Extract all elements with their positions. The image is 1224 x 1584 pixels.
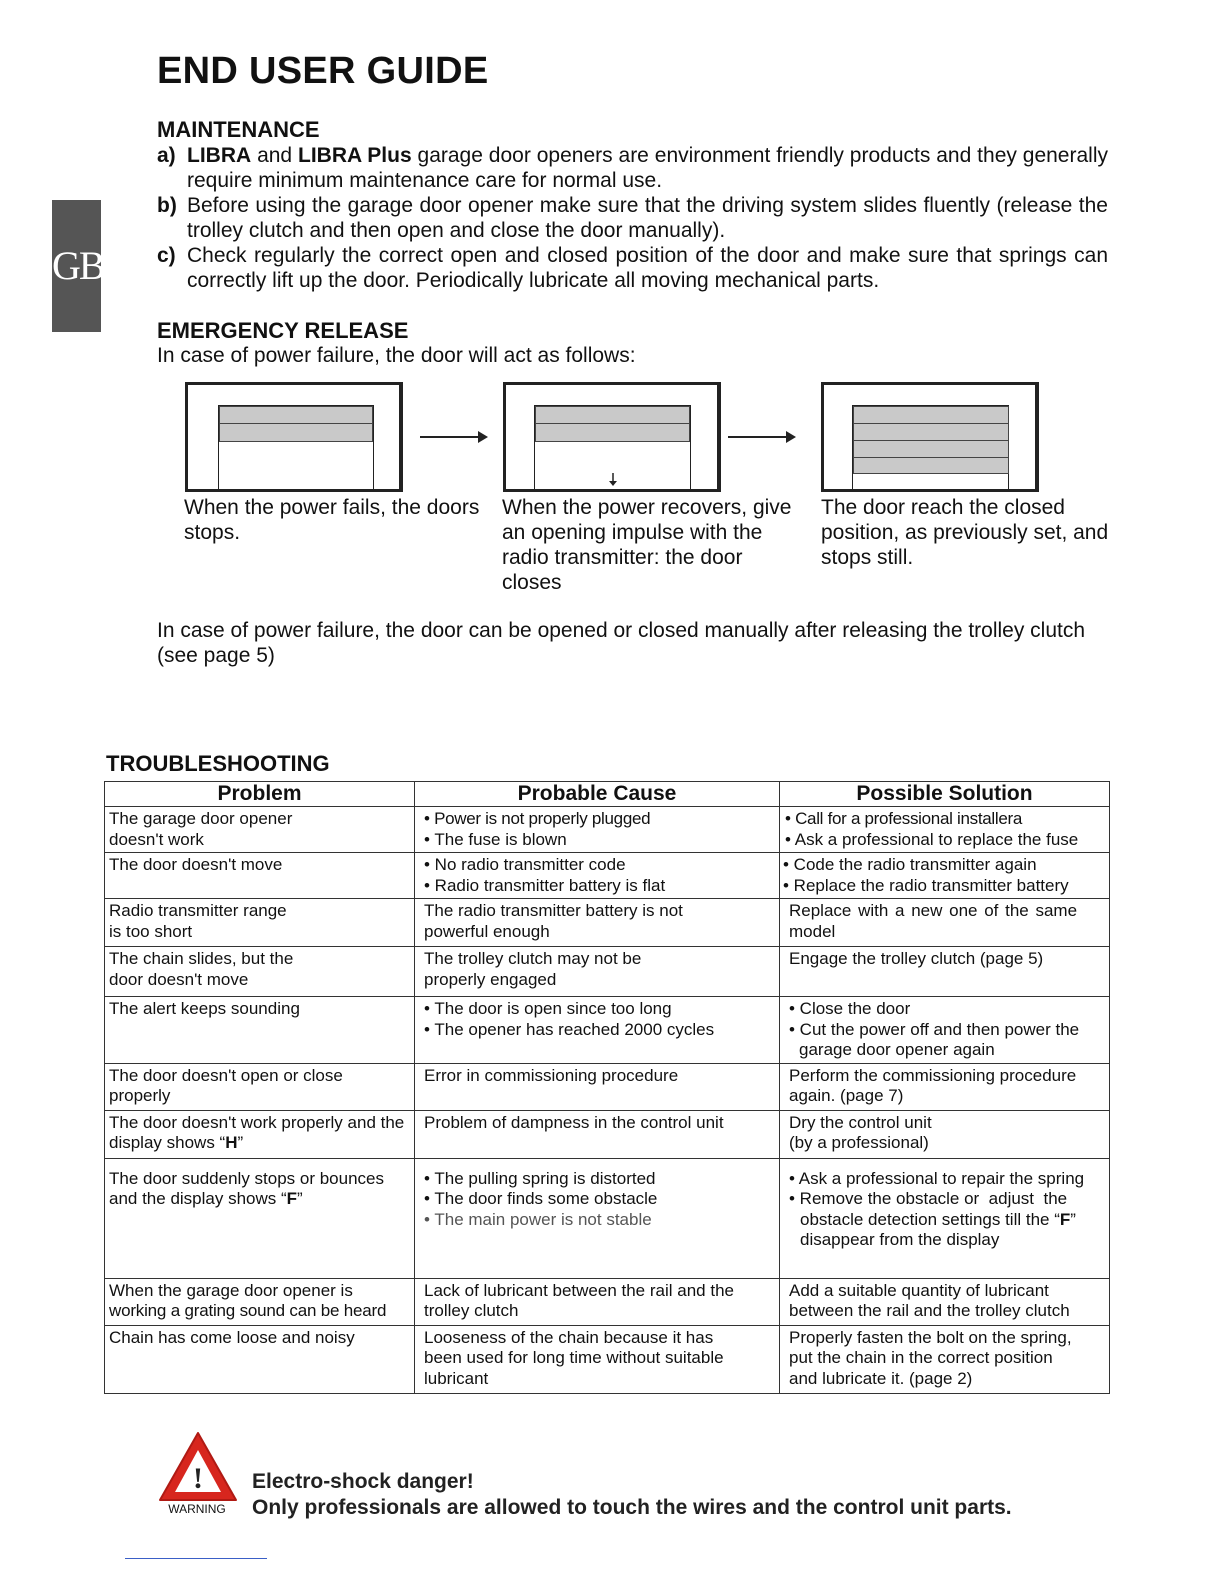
maintenance-item-c bbox=[157, 243, 1108, 293]
table-row bbox=[105, 997, 1110, 1064]
arrow-line bbox=[420, 436, 478, 438]
cell-line: Perform the commissioning procedure bbox=[789, 1065, 1077, 1085]
warning-line-1: Electro-shock danger! bbox=[252, 1470, 474, 1493]
cell-line: • Replace the radio transmitter battery bbox=[783, 875, 1069, 895]
cell-line: Chain has come loose and noisy bbox=[109, 1327, 355, 1347]
arrow-right-icon bbox=[478, 431, 488, 443]
cell-line: garage door opener again bbox=[799, 1040, 995, 1059]
cell-line: The trolley clutch may not be bbox=[424, 949, 642, 968]
maintenance-item-a bbox=[157, 143, 1108, 193]
emergency-heading: EMERGENCY RELEASE bbox=[157, 318, 409, 343]
cell-line: Add a suitable quantity of lubricant bbox=[789, 1280, 1049, 1300]
cell-line: • Radio transmitter battery is flat bbox=[424, 875, 666, 895]
cell-line: The garage door opener bbox=[109, 809, 293, 828]
cell-line: Engage the trolley clutch (page 5) bbox=[789, 949, 1044, 968]
problem-cell bbox=[105, 899, 415, 947]
arrow-down-icon bbox=[606, 473, 620, 487]
cell-line: between the rail and the trolley clutch bbox=[789, 1301, 1070, 1320]
cause-cell bbox=[415, 997, 780, 1064]
cell-line: model bbox=[789, 921, 836, 941]
cell-line: working a grating sound can be heard bbox=[109, 1301, 387, 1320]
door-panel bbox=[853, 457, 1009, 474]
cell-line: • The main power is not stable bbox=[424, 1209, 652, 1229]
display-code: F bbox=[1059, 1209, 1071, 1229]
table-row bbox=[105, 947, 1110, 997]
cell-line bbox=[789, 1189, 1103, 1251]
table-row bbox=[105, 853, 1110, 899]
table-header-row bbox=[105, 782, 1110, 807]
problem-cell bbox=[105, 807, 415, 853]
cell-line: Replace with a new one of the same bbox=[789, 901, 1078, 920]
product-name: LIBRA bbox=[187, 144, 252, 167]
problem-cell bbox=[105, 853, 415, 899]
cause-cell bbox=[415, 1158, 780, 1278]
cell-line: The chain slides, but the bbox=[109, 949, 294, 968]
cause-cell bbox=[415, 1325, 780, 1393]
warning-line-2: Only professionals are allowed to touch the wires and the control unit parts. bbox=[252, 1496, 1012, 1519]
door-figure-stopped bbox=[185, 382, 403, 492]
problem-cell bbox=[105, 997, 415, 1064]
item-letter: a) bbox=[157, 144, 176, 167]
item-text: garage door openers are environment friendly products and they generally require minimum maintenance care for normal use. bbox=[187, 144, 1108, 192]
cell-line: Properly fasten the bolt on the spring, bbox=[789, 1327, 1072, 1347]
solution-cell bbox=[780, 947, 1110, 997]
door-figure-closed bbox=[821, 382, 1039, 492]
step-caption-2: When the power recovers, give an opening impulse with the radio transmitter: the door closes bbox=[502, 496, 792, 594]
table-row bbox=[105, 1158, 1110, 1278]
cell-text: The door doesn't work properly and the display shows “ bbox=[109, 1112, 405, 1152]
table-row bbox=[105, 807, 1110, 853]
troubleshooting-table bbox=[104, 781, 1110, 1394]
cell-line: The door doesn't open or close bbox=[109, 1065, 343, 1085]
emergency-note: In case of power failure, the door can be opened or closed manually after releasing the trolley clutch (see page 5) bbox=[157, 619, 1086, 667]
table-row bbox=[105, 1110, 1110, 1158]
cell-line: properly bbox=[109, 1086, 171, 1105]
warning-text bbox=[252, 1469, 1012, 1521]
cell-line: door doesn't move bbox=[109, 969, 249, 989]
cell-line: Radio transmitter range bbox=[109, 901, 287, 920]
maintenance-heading: MAINTENANCE bbox=[157, 117, 320, 142]
page-title: END USER GUIDE bbox=[157, 50, 489, 92]
solution-cell bbox=[780, 1110, 1110, 1158]
item-text: Check regularly the correct open and closed position of the door and make sure that springs can correctly lift up the door. Periodically lubricate all moving mechanical parts. bbox=[187, 244, 1108, 292]
cell-line: lubricant bbox=[424, 1368, 489, 1388]
warning-icon-label: WARNING bbox=[168, 1502, 226, 1516]
cell-line: powerful enough bbox=[424, 921, 550, 941]
footer-rule bbox=[125, 1558, 267, 1559]
item-letter: c) bbox=[157, 244, 176, 267]
solution-cell bbox=[780, 1063, 1110, 1110]
cell-line: properly engaged bbox=[424, 969, 557, 989]
door-panel bbox=[535, 423, 690, 442]
problem-cell bbox=[105, 1278, 415, 1325]
cell-line: put the chain in the correct position bbox=[789, 1348, 1053, 1367]
table-row bbox=[105, 899, 1110, 947]
solution-cell bbox=[780, 899, 1110, 947]
cell-line: and lubricate it. (page 2) bbox=[789, 1368, 973, 1388]
cause-cell bbox=[415, 1278, 780, 1325]
cause-cell bbox=[415, 1110, 780, 1158]
cell-line: Lack of lubricant between the rail and the bbox=[424, 1280, 734, 1300]
cell-line: The radio transmitter battery is not bbox=[424, 901, 683, 920]
maintenance-list bbox=[157, 143, 1108, 293]
cell-line: been used for long time without suitable bbox=[424, 1348, 724, 1367]
step-caption-1: When the power fails, the doors stops. bbox=[184, 496, 480, 544]
cell-text: ” bbox=[237, 1133, 244, 1152]
column-header-cause: Probable Cause bbox=[415, 782, 780, 807]
language-tab bbox=[52, 200, 104, 332]
cell-line: • No radio transmitter code bbox=[424, 855, 626, 874]
cell-line: • Code the radio transmitter again bbox=[783, 855, 1037, 874]
cause-cell bbox=[415, 899, 780, 947]
problem-cell bbox=[105, 947, 415, 997]
product-name-plus: LIBRA Plus bbox=[298, 144, 412, 167]
cell-line: again. (page 7) bbox=[789, 1086, 904, 1105]
cell-line: The alert keeps sounding bbox=[109, 999, 300, 1018]
cause-cell bbox=[415, 947, 780, 997]
item-letter: b) bbox=[157, 194, 177, 217]
solution-cell bbox=[780, 1325, 1110, 1393]
problem-cell bbox=[105, 1063, 415, 1110]
cell-line: is too short bbox=[109, 921, 193, 941]
table-row bbox=[105, 1325, 1110, 1393]
cell-line: • The opener has reached 2000 cycles bbox=[424, 1019, 715, 1039]
cell-line: doesn't work bbox=[109, 829, 204, 849]
arrow-right-icon bbox=[786, 431, 796, 443]
cell-line: When the garage door opener is bbox=[109, 1280, 353, 1300]
solution-cell bbox=[780, 807, 1110, 853]
cell-line: trolley clutch bbox=[424, 1301, 519, 1320]
cell-text: The door suddenly stops or bounces and the display shows “ bbox=[109, 1168, 385, 1208]
warning-triangle-icon bbox=[157, 1430, 239, 1502]
arrow-line bbox=[728, 436, 786, 438]
item-text: Before using the garage door opener make sure that the driving system slides fluently (release the trolley clutch and then open and close the door manually). bbox=[187, 194, 1108, 242]
cause-cell bbox=[415, 853, 780, 899]
cell-text: ” disappear from the display bbox=[800, 1209, 1076, 1249]
cell-line: • The fuse is blown bbox=[424, 829, 567, 849]
display-code: H bbox=[225, 1133, 238, 1152]
cell-line: (by a professional) bbox=[789, 1133, 929, 1152]
cell-line: The door doesn't move bbox=[109, 855, 283, 874]
language-tab-label: GB bbox=[52, 243, 104, 288]
solution-cell bbox=[780, 997, 1110, 1064]
cell-line: • Ask a professional to repair the spring bbox=[789, 1168, 1085, 1188]
solution-cell bbox=[780, 1158, 1110, 1278]
door-figure-closing bbox=[503, 382, 721, 492]
cell-line: Error in commissioning procedure bbox=[424, 1065, 679, 1085]
cause-cell bbox=[415, 807, 780, 853]
warning-glyph: ! bbox=[193, 1462, 203, 1495]
solution-cell bbox=[780, 853, 1110, 899]
cell-line: • Power is not properly plugged bbox=[424, 809, 651, 828]
table-row bbox=[105, 1063, 1110, 1110]
column-header-problem: Problem bbox=[105, 782, 415, 807]
problem-cell bbox=[105, 1325, 415, 1393]
cause-cell bbox=[415, 1063, 780, 1110]
cell-line: • Call for a professional installera bbox=[785, 809, 1023, 828]
cell-line: • Ask a professional to replace the fuse bbox=[785, 829, 1079, 849]
door-panel bbox=[219, 423, 373, 442]
cell-line: • Cut the power off and then power the bbox=[789, 1019, 1080, 1039]
column-header-solution: Possible Solution bbox=[780, 782, 1110, 807]
display-code: F bbox=[286, 1189, 298, 1208]
cell-text: • Remove the obstacle or adjust the obstacle detection settings till the “ bbox=[789, 1189, 1072, 1229]
troubleshooting-heading: TROUBLESHOOTING bbox=[106, 751, 330, 776]
table-row bbox=[105, 1278, 1110, 1325]
cell-line: Dry the control unit bbox=[789, 1112, 932, 1132]
solution-cell bbox=[780, 1278, 1110, 1325]
cell-line: • The door is open since too long bbox=[424, 999, 672, 1018]
problem-cell bbox=[105, 1110, 415, 1158]
cell-line: Looseness of the chain because it has bbox=[424, 1327, 714, 1347]
step-caption-3: The door reach the closed position, as previously set, and stops still. bbox=[821, 496, 1109, 569]
cell-line: Problem of dampness in the control unit bbox=[424, 1112, 724, 1132]
cell-line: • The door finds some obstacle bbox=[424, 1189, 658, 1208]
emergency-intro: In case of power failure, the door will act as follows: bbox=[157, 344, 636, 367]
cell-line: • The pulling spring is distorted bbox=[424, 1168, 656, 1188]
cell-line: • Close the door bbox=[789, 999, 911, 1018]
cell-text: ” bbox=[297, 1189, 303, 1208]
item-text: and bbox=[251, 144, 298, 167]
maintenance-item-b bbox=[157, 193, 1108, 243]
problem-cell bbox=[105, 1158, 415, 1278]
